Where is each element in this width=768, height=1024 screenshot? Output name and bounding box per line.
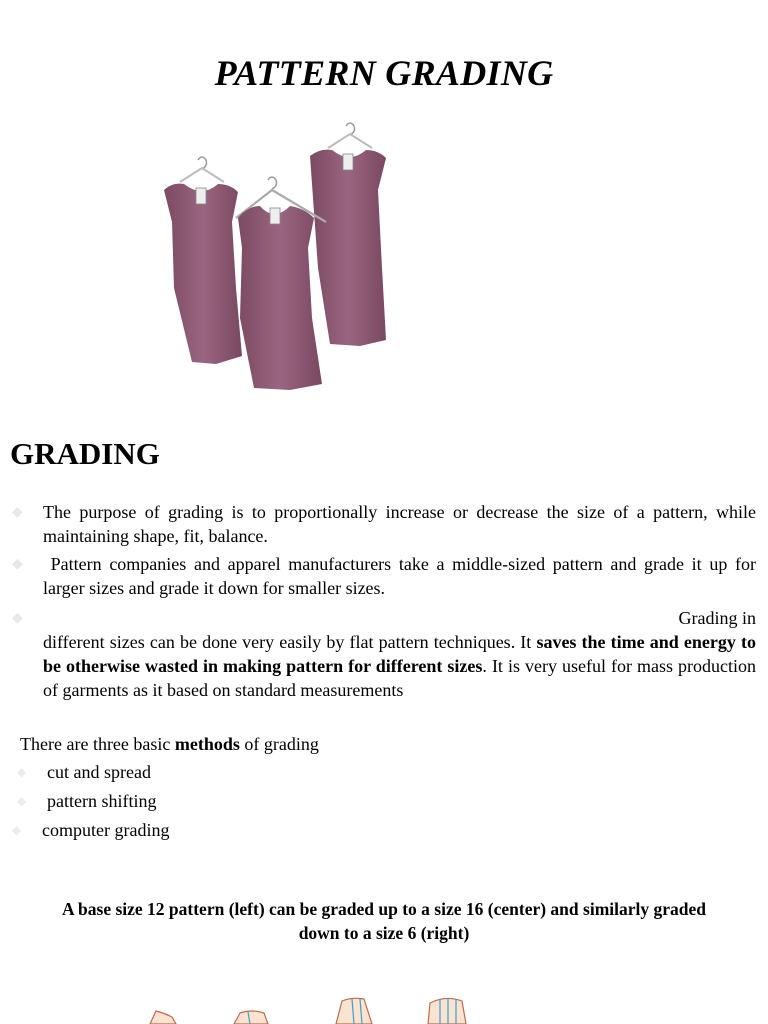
bullet-text-part: . It is very useful for mass production of garments as it based on standard measurements	[43, 656, 756, 700]
bullet-text: The purpose of grading is to proportionally increase or decrease the size of a pattern, while maintaining shape, fit, balance.	[43, 502, 756, 546]
methods-bold-text: methods	[174, 734, 240, 754]
dress-right	[310, 123, 386, 346]
list-item	[17, 789, 157, 813]
bullet-diamond-icon: ◆	[17, 794, 27, 808]
dresses-on-hangers-image	[150, 118, 410, 398]
bullet-diamond-icon: ◆	[12, 610, 23, 626]
bullet-text: Pattern companies and apparel manufacturers take a middle-sized pattern and grade it up for larger sizes and grade it down for smaller sizes.	[43, 554, 761, 598]
bullet-diamond-icon: ◆	[12, 823, 22, 837]
methods-intro-text: of grading	[239, 734, 319, 754]
dress-left	[164, 157, 242, 364]
bullet-lead-text: Grading in	[678, 608, 756, 628]
list-item	[17, 760, 151, 784]
bullet-diamond-icon: ◆	[17, 765, 27, 779]
bullet-text	[43, 606, 756, 702]
method-label: cut and spread	[47, 762, 151, 782]
page-title: PATTERN GRADING	[214, 53, 554, 93]
bullet-diamond-icon: ◆	[12, 556, 23, 572]
method-label: pattern shifting	[47, 791, 157, 811]
bullet-diamond-icon: ◆	[12, 504, 23, 520]
methods-intro	[20, 732, 319, 756]
pattern-pieces-image	[0, 995, 768, 1024]
method-label: computer grading	[42, 820, 170, 840]
bullet-text-part: different sizes can be done very easily by flat pattern techniques. It	[43, 632, 537, 652]
list-item	[12, 818, 170, 842]
bullet-bold-text: saves the time and energy to be otherwise wasted in making pattern for different sizes	[43, 632, 757, 676]
dress-center	[236, 177, 326, 390]
methods-intro-text: There are three basic	[20, 734, 175, 754]
figure-caption: A base size 12 pattern (left) can be graded up to a size 16 (center) and similarly graded down to a size 6 (right)	[61, 899, 706, 943]
section-heading: GRADING	[10, 436, 160, 471]
